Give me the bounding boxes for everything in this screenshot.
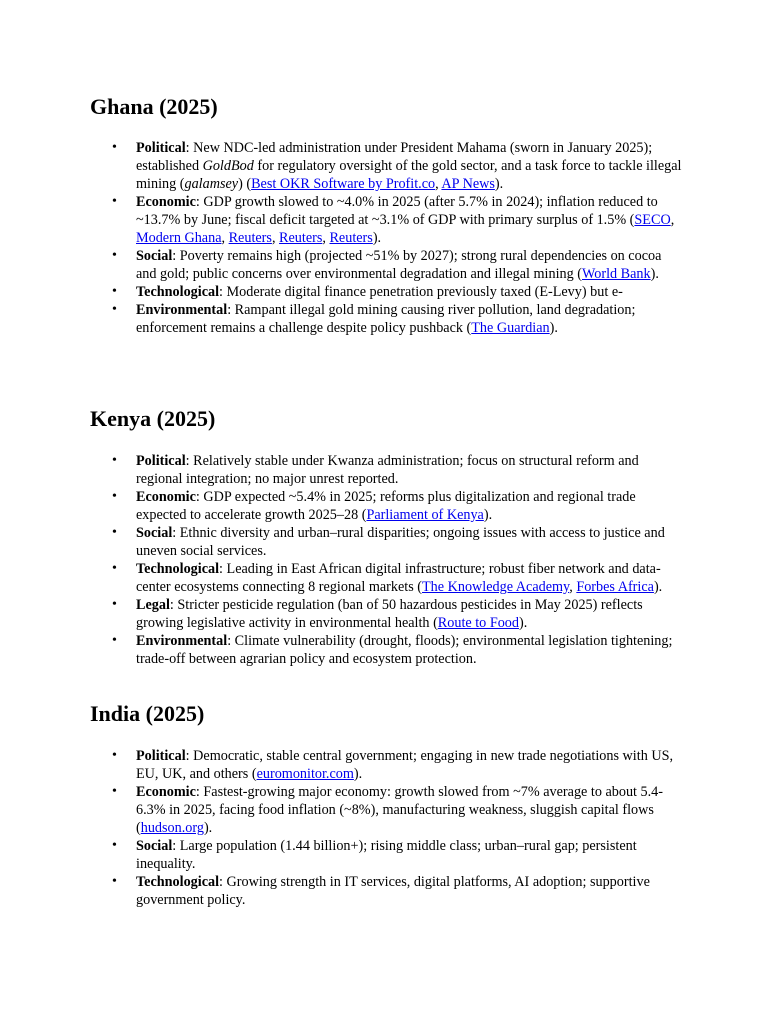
item-text: : Leading in East African digital infrastructure; robust fiber network and data-center ecosystems connecting 8 regional markets (	[136, 561, 661, 595]
item-text: : Moderate digital finance penetration previously taxed (E-Levy) but e-	[219, 284, 623, 300]
section-india	[90, 700, 690, 909]
item-label: Social	[136, 838, 173, 854]
item-text: ,	[670, 212, 675, 228]
source-link[interactable]: World Bank	[582, 266, 651, 282]
source-link[interactable]: AP News	[441, 176, 495, 192]
item-text: ).	[653, 579, 663, 595]
list-item-economic	[90, 783, 682, 837]
item-text: ,	[322, 230, 330, 246]
section-title-india: India (2025)	[90, 701, 205, 726]
source-link[interactable]: SECO	[634, 212, 671, 228]
list-item-legal	[90, 596, 682, 632]
item-label: Economic	[136, 784, 196, 800]
section-title-ghana: Ghana (2025)	[90, 94, 218, 119]
item-text: : Large population (1.44 billion+); rising middle class; urban–rural gap; persistent inequality.	[136, 838, 637, 872]
source-link[interactable]: hudson.org	[140, 820, 204, 836]
list-item-political	[90, 139, 682, 193]
item-label: Economic	[136, 489, 196, 505]
item-label: Political	[136, 748, 186, 764]
item-emphasis: GoldBod	[202, 158, 254, 174]
item-text: : Stricter pesticide regulation (ban of 50 hazardous pesticides in May 2025) reflects growing legislative activity in environmental health (	[136, 597, 643, 631]
item-text: ).	[483, 507, 493, 523]
item-label: Political	[136, 453, 186, 469]
item-label: Technological	[136, 561, 220, 577]
list-item-technological	[90, 283, 682, 301]
list-item-environmental	[90, 632, 682, 668]
item-text: ).	[650, 266, 659, 282]
item-label: Political	[136, 140, 186, 156]
list-item-social	[90, 247, 682, 283]
item-text: : Democratic, stable central government; engaging in new trade negotiations with US, EU, UK, and others (	[136, 748, 674, 782]
item-text: ,	[435, 176, 442, 192]
item-text: : Fastest-growing major economy: growth slowed from ~7% average to about 5.4-6.3% in 2025, facing food inflation (~8%), manufacturing weakness, sluggish capital flows (	[136, 784, 663, 836]
item-text: ).	[203, 820, 213, 836]
item-text: ).	[549, 320, 558, 336]
item-label: Environmental	[136, 302, 228, 318]
item-text: : GDP expected ~5.4% in 2025; reforms plus digitalization and regional trade expected to accelerate growth 2025–28 (	[136, 489, 636, 523]
list-item-political	[90, 452, 682, 488]
item-text: ).	[519, 615, 528, 631]
list-item-environmental	[90, 301, 682, 337]
item-label: Legal	[136, 597, 170, 613]
list-item-economic	[90, 488, 682, 524]
section-title-kenya: Kenya (2025)	[90, 406, 216, 431]
source-link[interactable]: Forbes Africa	[576, 579, 654, 595]
list-item-economic	[90, 193, 682, 247]
kenya-list	[90, 452, 690, 668]
item-text: ) (	[238, 176, 252, 192]
item-label: Technological	[136, 284, 220, 300]
source-link[interactable]: Modern Ghana	[136, 230, 222, 246]
item-text: ).	[372, 230, 382, 246]
source-link[interactable]: Route to Food	[437, 615, 519, 631]
list-item-technological	[90, 873, 682, 909]
source-link[interactable]: Parliament of Kenya	[366, 507, 484, 523]
item-label: Environmental	[136, 633, 228, 649]
item-text: ,	[221, 230, 229, 246]
list-item-technological	[90, 560, 682, 596]
item-text: ).	[353, 766, 363, 782]
list-item-social	[90, 837, 682, 873]
list-item-political	[90, 747, 682, 783]
source-link[interactable]: The Guardian	[471, 320, 550, 336]
section-ghana	[90, 93, 690, 337]
source-link[interactable]: Best OKR Software by Profit.co	[251, 176, 436, 192]
item-text: for regulatory oversight of the gold sector, and a task force to tackle illegal mining (	[136, 158, 682, 192]
item-label: Social	[136, 525, 173, 541]
item-text: : Ethnic diversity and urban–rural disparities; ongoing issues with access to justice and uneven social services.	[136, 525, 665, 559]
source-link[interactable]: Reuters	[228, 230, 272, 246]
item-text: : Poverty remains high (projected ~51% by 2027); strong rural dependencies on cocoa and gold; public concerns over environmental degradation and illegal mining (	[136, 248, 662, 282]
source-link[interactable]: euromonitor.com	[256, 766, 354, 782]
item-text: ,	[569, 579, 577, 595]
item-text: ).	[494, 176, 504, 192]
item-text: : New NDC-led administration under President Mahama (sworn in January 2025); established	[136, 140, 653, 174]
item-text: : Rampant illegal gold mining causing river pollution, land degradation; enforcement remains a challenge despite policy pushback (	[136, 302, 636, 336]
item-text: : Climate vulnerability (drought, floods); environmental legislation tightening; trade-off between agrarian policy and ecosystem protection.	[136, 633, 673, 667]
item-text: : Relatively stable under Kwanza administration; focus on structural reform and regional integration; no major unrest reported.	[136, 453, 639, 487]
source-link[interactable]: Reuters	[329, 230, 373, 246]
item-label: Economic	[136, 194, 196, 210]
item-emphasis: galamsey	[184, 176, 239, 192]
item-text: ,	[271, 230, 280, 246]
list-item-social	[90, 524, 682, 560]
item-text: : Growing strength in IT services, digital platforms, AI adoption; supportive government policy.	[136, 874, 650, 908]
item-label: Social	[136, 248, 173, 264]
source-link[interactable]: Reuters	[279, 230, 323, 246]
ghana-list	[90, 139, 690, 337]
section-kenya	[90, 405, 690, 668]
india-list	[90, 747, 690, 909]
source-link[interactable]: The Knowledge Academy	[422, 579, 570, 595]
item-text: : GDP growth slowed to ~4.0% in 2025 (after 5.7% in 2024); inflation reduced to ~13.7% by June; fiscal deficit targeted at ~3.1% of GDP with primary surplus of 1.5% (	[136, 194, 658, 228]
item-label: Technological	[136, 874, 220, 890]
